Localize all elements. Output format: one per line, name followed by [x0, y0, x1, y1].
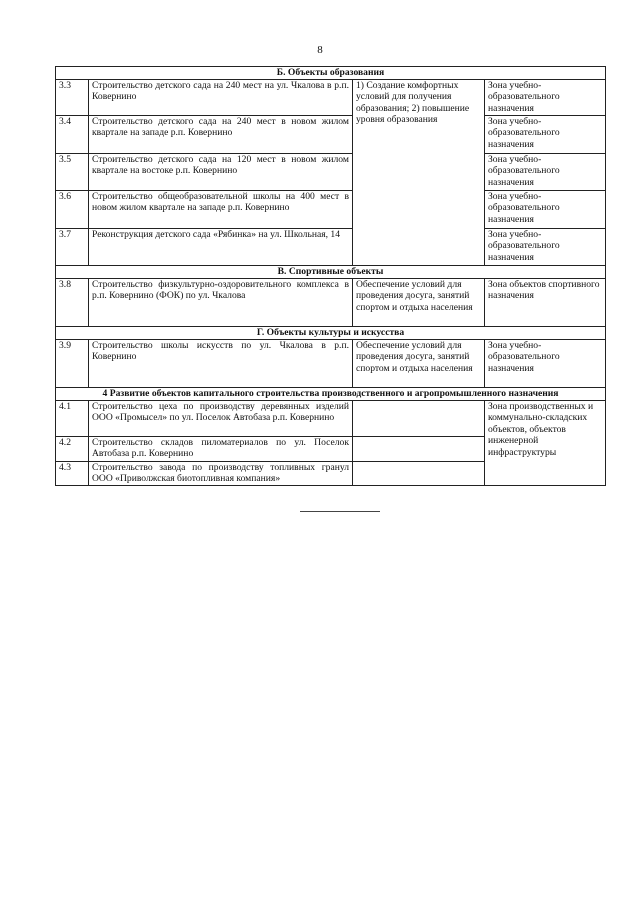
planning-table — [55, 66, 606, 486]
row-number: 4.2 — [56, 437, 89, 462]
table-row — [56, 80, 606, 116]
object-name: Реконструкция детского сада «Рябинка» на ул. Школьная, 14 — [89, 229, 353, 266]
end-divider — [300, 511, 380, 512]
row-number: 4.1 — [56, 401, 89, 437]
table-row — [56, 279, 606, 327]
zone-cell: Зона учебно-образовательного назначения — [485, 229, 606, 266]
section-header-culture — [56, 327, 606, 340]
zone-cell: Зона учебно-образовательного назначения — [485, 340, 606, 388]
row-number: 3.5 — [56, 154, 89, 191]
zone-cell: Зона учебно-образовательного назначения — [485, 80, 606, 116]
zone-cell: Зона учебно-образовательного назначения — [485, 154, 606, 191]
goal-cell — [353, 401, 485, 437]
section-header-education — [56, 67, 606, 80]
table-row — [56, 229, 606, 266]
object-name: Строительство детского сада на 120 мест в новом жилом квартале на востоке р.п. Ковернино — [89, 154, 353, 191]
row-number: 3.7 — [56, 229, 89, 266]
table-row — [56, 401, 606, 437]
row-number: 3.9 — [56, 340, 89, 388]
section-header-sport — [56, 266, 606, 279]
object-name: Строительство детского сада на 240 мест в новом жилом квартале на западе р.п. Ковернино — [89, 116, 353, 154]
page-number: 8 — [317, 44, 323, 56]
zone-cell: Зона учебно-образовательного назначения — [485, 116, 606, 154]
table-row — [56, 191, 606, 229]
section-title: Г. Объекты культуры и искусства — [56, 327, 606, 340]
object-name: Строительство складов пиломатериалов по ул. Поселок Автобаза р.п. Ковернино — [89, 437, 353, 462]
section-title: Б. Объекты образования — [56, 67, 606, 80]
section-title: В. Спортивные объекты — [56, 266, 606, 279]
zone-cell: Зона объектов спортивного назначения — [485, 279, 606, 327]
table-row — [56, 116, 606, 154]
goal-cell: Обеспечение условий для проведения досуга, занятий спортом и отдыха населения — [353, 279, 485, 327]
goal-cell: Обеспечение условий для проведения досуга, занятий спортом и отдыха населения — [353, 340, 485, 388]
zone-cell: Зона учебно-образовательного назначения — [485, 191, 606, 229]
row-number: 3.8 — [56, 279, 89, 327]
row-number: 3.4 — [56, 116, 89, 154]
object-name: Строительство детского сада на 240 мест на ул. Чкалова в р.п. Ковернино — [89, 80, 353, 116]
goal-cell — [353, 462, 485, 486]
table-row — [56, 154, 606, 191]
object-name: Строительство общеобразовательной школы на 400 мест в новом жилом квартале на западе р.п. Ковернино — [89, 191, 353, 229]
section-header-production — [56, 388, 606, 401]
row-number: 3.6 — [56, 191, 89, 229]
goal-cell — [353, 437, 485, 462]
row-number: 3.3 — [56, 80, 89, 116]
row-number: 4.3 — [56, 462, 89, 486]
object-name: Строительство физкультурно-оздоровительного комплекса в р.п. Ковернино (ФОК) по ул. Чкалова — [89, 279, 353, 327]
goal-cell: 1) Создание комфортных условий для получения образования; 2) повышение уровня образования — [353, 80, 485, 266]
object-name: Строительство школы искусств по ул. Чкалова в р.п. Ковернино — [89, 340, 353, 388]
object-name: Строительство цеха по производству деревянных изделий ООО «Промысел» по ул. Поселок Автобаза р.п. Ковернино — [89, 401, 353, 437]
object-name: Строительство завода по производству топливных гранул ООО «Приволжская биотопливная компания» — [89, 462, 353, 486]
table-row — [56, 340, 606, 388]
section-title: 4 Развитие объектов капитального строительства производственного и агропромышленного назначения — [56, 388, 606, 401]
zone-cell: Зона производственных и коммунально-складских объектов, объектов инженерной инфраструктуры — [485, 401, 606, 486]
